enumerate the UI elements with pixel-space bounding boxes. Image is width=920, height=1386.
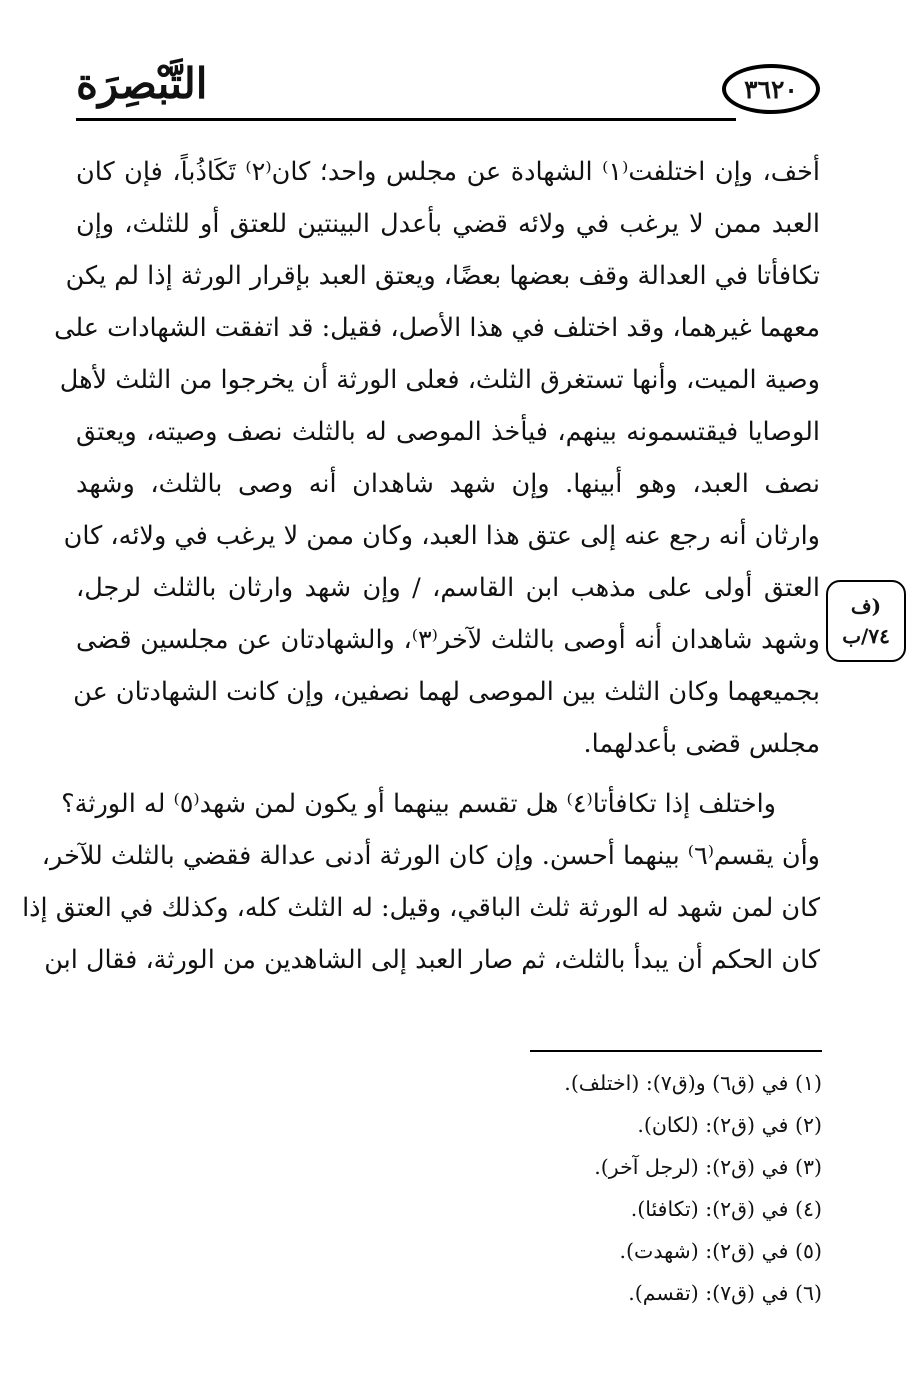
- text-line: مجلس قضى بأعدلهما.: [583, 729, 820, 759]
- folio-note-line2: ٧٤/ب: [842, 624, 890, 648]
- footnotes: [76, 1062, 822, 1314]
- text-line: كان الحكم أن يبدأ بالثلث، ثم صار العبد إلى الشاهدين من الورثة، فقال ابن: [44, 945, 820, 975]
- footnote: (٣) في (ق٢): (لرجل آخر).: [594, 1155, 822, 1179]
- text-line: وارثان أنه رجع عنه إلى عتق هذا العبد، وكان ممن لا يرغب في ولائه، كان: [63, 521, 820, 551]
- paragraph-2: [22, 778, 820, 986]
- text-line: كان لمن شهد له الورثة ثلث الباقي، وقيل: له الثلث كله، وكذلك في العتق إذا: [22, 893, 820, 923]
- page-number: ٣٦٢٠: [744, 74, 798, 104]
- footnote-separator: [530, 1050, 822, 1052]
- footnote: (٦) في (ق٧): (تقسم).: [628, 1281, 822, 1305]
- footnote: (٢) في (ق٢): (لكان).: [637, 1113, 822, 1137]
- text-line: تكافأتا في العدالة وقف بعضها بعضًا، ويعتق العبد بإقرار الورثة إذا لم يكن: [65, 261, 820, 291]
- folio-note-line1: (ف: [850, 594, 882, 618]
- footnote: (١) في (ق٦) و(ق٧): (اختلف).: [564, 1071, 822, 1095]
- text-line: أخف، وإن اختلفت⁽١⁾ الشهادة عن مجلس واحد؛ كان⁽٢⁾ تَكَاذُباً، فإن كان: [76, 157, 820, 187]
- manuscript-folio-note: [826, 580, 906, 662]
- footnote: (٥) في (ق٢): (شهدت).: [619, 1239, 822, 1263]
- text-line: معهما غيرهما، وقد اختلف في هذا الأصل، فقيل: قد اتفقت الشهادات على: [54, 313, 820, 343]
- text-line: واختلف إذا تكافأتا⁽٤⁾ هل تقسم بينهما أو يكون لمن شهد⁽٥⁾ له الورثة؟: [61, 789, 776, 819]
- footnote: (٤) في (ق٢): (تكافئا).: [630, 1197, 822, 1221]
- book-title: التَّبْصِرَة: [76, 59, 208, 108]
- text-line: وشهد شاهدان أنه أوصى بالثلث لآخر⁽٣⁾، والشهادتان عن مجلسين قضى: [76, 625, 820, 655]
- text-line: نصف العبد، وهو أبينها. وإن شهد شاهدان أنه وصى بالثلث، وشهد: [76, 469, 820, 499]
- text-line: العبد ممن لا يرغب في ولائه قضي بأعدل البينتين للعتق أو للثلث، وإن: [76, 209, 820, 239]
- text-line: الوصايا فيقتسمونه بينهم، فيأخذ الموصى له بالثلث نصف وصيته، ويعتق: [76, 417, 820, 447]
- main-text: [22, 146, 820, 986]
- text-line: بجميعهما وكان الثلث بين الموصى لهما نصفين، وإن كانت الشهادتان عن: [73, 677, 820, 707]
- text-line: وصية الميت، وأنها تستغرق الثلث، فعلى الورثة أن يخرجوا من الثلث لأهل: [59, 365, 820, 395]
- page-header: [76, 52, 828, 124]
- text-line: وأن يقسم⁽٦⁾ بينهما أحسن. وإن كان الورثة أدنى عدالة فقضي بالثلث للآخر،: [41, 841, 820, 871]
- page-number-badge: [722, 64, 820, 114]
- header-rule: [76, 118, 736, 121]
- text-line: العتق أولى على مذهب ابن القاسم، / وإن شهد وارثان بالثلث لرجل،: [76, 573, 820, 603]
